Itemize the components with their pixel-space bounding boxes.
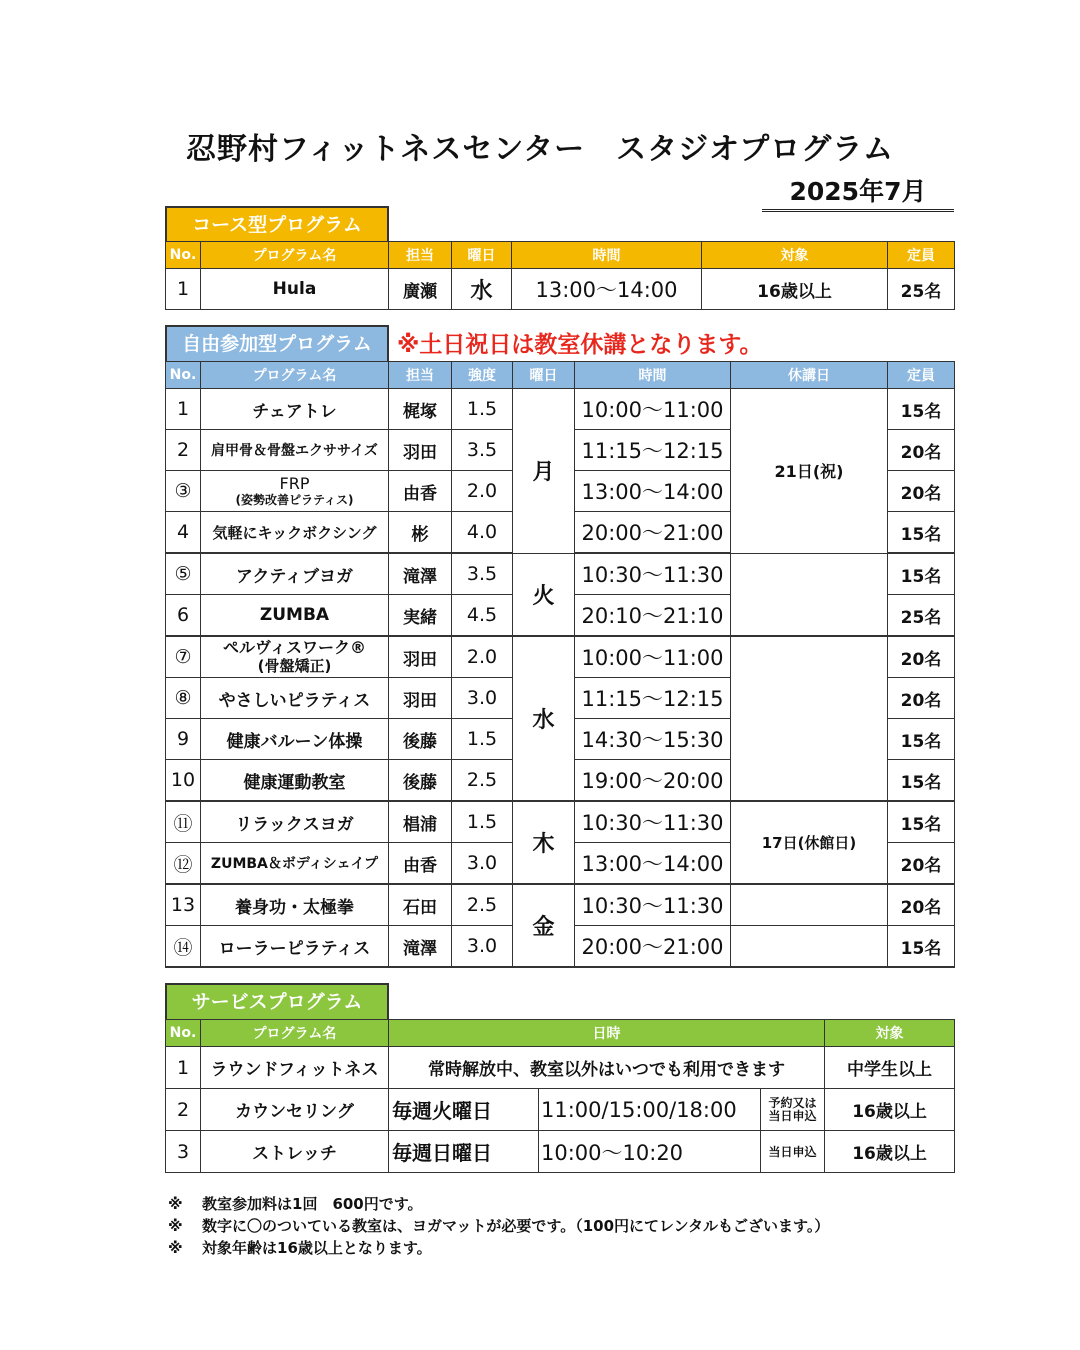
row-no: ⑪ xyxy=(166,801,201,843)
row-no: 10 xyxy=(166,760,201,802)
schedule-month: 2025年7月 xyxy=(762,172,954,212)
page-title: 忍野村フィットネスセンター スタジオプログラム xyxy=(186,132,894,167)
row-no: 6 xyxy=(166,595,201,637)
weekday-fri: 金 xyxy=(513,884,575,967)
closure-thu: 17日(休館日) xyxy=(731,801,888,884)
table-row xyxy=(166,1047,955,1089)
service-program-label: サービスプログラム xyxy=(165,983,389,1019)
table-row xyxy=(166,1131,955,1173)
staff: 由香 xyxy=(389,843,452,885)
header-target: 対象 xyxy=(702,242,888,269)
intensity: 4.5 xyxy=(452,595,513,637)
header-closure-day: 休講日 xyxy=(731,362,888,389)
closure-tue xyxy=(731,553,888,636)
program-name-sub: (姿勢改善ピラティス) xyxy=(235,493,354,507)
intensity: 3.5 xyxy=(452,553,513,595)
schedule: 常時解放中、教室以外はいつでも利用できます xyxy=(389,1047,825,1089)
time: 10:00～11:00 xyxy=(575,389,731,430)
program-name-main: ペルヴィスワーク® xyxy=(222,638,367,657)
time: 10:30～11:30 xyxy=(575,884,731,926)
row-no: 3 xyxy=(166,1131,201,1173)
program-name xyxy=(201,636,389,678)
program-name: ZUMBA＆ボディシェイプ xyxy=(201,843,389,885)
header-day: 曜日 xyxy=(513,362,575,389)
time: 13:00～14:00 xyxy=(575,843,731,885)
row-no: 9 xyxy=(166,719,201,760)
booking-method: 予約又は当日申込 xyxy=(761,1089,825,1131)
schedule-day: 毎週日曜日 xyxy=(389,1131,539,1173)
header-staff: 担当 xyxy=(389,362,452,389)
row-no: 1 xyxy=(166,389,201,430)
staff: 実緒 xyxy=(389,595,452,637)
table-row xyxy=(166,801,955,843)
intensity: 2.0 xyxy=(452,471,513,512)
capacity: 20名 xyxy=(888,678,955,719)
header-program-name: プログラム名 xyxy=(201,1020,389,1047)
program-name: やさしいピラティス xyxy=(201,678,389,719)
intensity: 4.0 xyxy=(452,512,513,554)
capacity: 20名 xyxy=(888,430,955,471)
staff: 羽田 xyxy=(389,430,452,471)
target: 16歳以上 xyxy=(702,269,888,310)
capacity: 25名 xyxy=(888,269,955,310)
time: 13:00～14:00 xyxy=(512,269,702,310)
service-header-row xyxy=(166,1020,955,1047)
note-item xyxy=(168,1237,829,1259)
header-intensity: 強度 xyxy=(452,362,513,389)
closure-wed xyxy=(731,636,888,801)
capacity: 25名 xyxy=(888,595,955,637)
target: 16歳以上 xyxy=(825,1089,955,1131)
table-row xyxy=(166,389,955,430)
closure-mon: 21日(祝) xyxy=(731,389,888,554)
program-name: ローラーピラティス xyxy=(201,926,389,968)
capacity: 20名 xyxy=(888,843,955,885)
weekday-mon: 月 xyxy=(513,389,575,554)
staff: 羽田 xyxy=(389,636,452,678)
capacity: 20名 xyxy=(888,636,955,678)
staff: 梶塚 xyxy=(389,389,452,430)
staff: 由香 xyxy=(389,471,452,512)
intensity: 1.5 xyxy=(452,801,513,843)
schedule-time: 11:00/15:00/18:00 xyxy=(539,1089,761,1131)
staff: 滝澤 xyxy=(389,553,452,595)
note-text: 数字に〇のついている教室は、ヨガマットが必要です。（100円にてレンタルもございます。） xyxy=(202,1217,830,1235)
program-name: カウンセリング xyxy=(201,1089,389,1131)
program-name: チェアトレ xyxy=(201,389,389,430)
capacity: 15名 xyxy=(888,512,955,554)
header-time: 時間 xyxy=(512,242,702,269)
intensity: 3.0 xyxy=(452,843,513,885)
course-program-label: コース型プログラム xyxy=(165,206,389,242)
time: 20:10～21:10 xyxy=(575,595,731,637)
row-no: ⑭ xyxy=(166,926,201,968)
staff: 滝澤 xyxy=(389,926,452,968)
holiday-notice: ※土日祝日は教室休講となります。 xyxy=(397,332,763,358)
staff: 椙浦 xyxy=(389,801,452,843)
course-program-table xyxy=(165,241,955,310)
header-program-name: プログラム名 xyxy=(201,242,389,269)
intensity: 3.5 xyxy=(452,430,513,471)
staff: 石田 xyxy=(389,884,452,926)
intensity: 2.0 xyxy=(452,636,513,678)
table-row xyxy=(166,636,955,678)
program-name: ストレッチ xyxy=(201,1131,389,1173)
header-no: No. xyxy=(166,1020,201,1047)
course-header-row xyxy=(166,242,955,269)
row-no: 2 xyxy=(166,430,201,471)
closure-fri-row2 xyxy=(731,926,888,968)
time: 19:00～20:00 xyxy=(575,760,731,802)
program-name: 養身功・太極拳 xyxy=(201,884,389,926)
time: 20:00～21:00 xyxy=(575,926,731,968)
capacity: 15名 xyxy=(888,926,955,968)
staff: 羽田 xyxy=(389,678,452,719)
program-name xyxy=(201,471,389,512)
capacity: 15名 xyxy=(888,553,955,595)
staff: 後藤 xyxy=(389,760,452,802)
table-row xyxy=(166,269,955,310)
footnotes xyxy=(168,1193,829,1259)
note-mark: ※ xyxy=(168,1239,183,1257)
intensity: 3.0 xyxy=(452,678,513,719)
intensity: 2.5 xyxy=(452,884,513,926)
service-program-table xyxy=(165,1019,955,1173)
row-no: ⑤ xyxy=(166,553,201,595)
note-mark: ※ xyxy=(168,1217,183,1235)
program-name: アクティブヨガ xyxy=(201,553,389,595)
intensity: 3.0 xyxy=(452,926,513,968)
time: 14:30～15:30 xyxy=(575,719,731,760)
intensity: 1.5 xyxy=(452,719,513,760)
note-text: 教室参加料は1回 600円です。 xyxy=(202,1195,423,1213)
program-name: リラックスヨガ xyxy=(201,801,389,843)
program-name-main: FRP xyxy=(279,474,310,493)
time: 10:00～11:00 xyxy=(575,636,731,678)
header-schedule: 日時 xyxy=(389,1020,825,1047)
time: 10:30～11:30 xyxy=(575,553,731,595)
staff: 後藤 xyxy=(389,719,452,760)
weekday-wed: 水 xyxy=(513,636,575,801)
intensity: 2.5 xyxy=(452,760,513,802)
header-program-name: プログラム名 xyxy=(201,362,389,389)
table-row xyxy=(166,884,955,926)
note-item xyxy=(168,1193,829,1215)
closure-fri-row1 xyxy=(731,884,888,926)
program-name: ラウンドフィットネス xyxy=(201,1047,389,1089)
program-name: ZUMBA xyxy=(201,595,389,637)
row-no: ⑦ xyxy=(166,636,201,678)
note-item xyxy=(168,1215,829,1237)
row-no: ⑫ xyxy=(166,843,201,885)
capacity: 15名 xyxy=(888,389,955,430)
free-program-label: 自由参加型プログラム xyxy=(165,325,389,361)
booking-method: 当日申込 xyxy=(761,1131,825,1173)
header-capacity: 定員 xyxy=(888,242,955,269)
time: 20:00～21:00 xyxy=(575,512,731,554)
row-no: 1 xyxy=(166,269,201,310)
note-mark: ※ xyxy=(168,1195,183,1213)
header-target: 対象 xyxy=(825,1020,955,1047)
table-row xyxy=(166,1089,955,1131)
intensity: 1.5 xyxy=(452,389,513,430)
row-no: 1 xyxy=(166,1047,201,1089)
row-no: 13 xyxy=(166,884,201,926)
header-staff: 担当 xyxy=(389,242,452,269)
capacity: 20名 xyxy=(888,471,955,512)
weekday-thu: 木 xyxy=(513,801,575,884)
schedule-time: 10:00～10:20 xyxy=(539,1131,761,1173)
note-text: 対象年齢は16歳以上となります。 xyxy=(202,1239,432,1257)
program-name: 健康運動教室 xyxy=(201,760,389,802)
target: 中学生以上 xyxy=(825,1047,955,1089)
row-no: 4 xyxy=(166,512,201,554)
free-program-table xyxy=(165,361,955,968)
capacity: 15名 xyxy=(888,801,955,843)
program-name: 健康バルーン体操 xyxy=(201,719,389,760)
staff: 彬 xyxy=(389,512,452,554)
capacity: 15名 xyxy=(888,719,955,760)
weekday-tue: 火 xyxy=(513,553,575,636)
header-day: 曜日 xyxy=(452,242,512,269)
time: 11:15～12:15 xyxy=(575,678,731,719)
time: 11:15～12:15 xyxy=(575,430,731,471)
program-name: 気軽にキックボクシング xyxy=(201,512,389,554)
time: 13:00～14:00 xyxy=(575,471,731,512)
header-no: No. xyxy=(166,362,201,389)
program-name: 肩甲骨＆骨盤エクササイズ xyxy=(201,430,389,471)
capacity: 20名 xyxy=(888,884,955,926)
program-name-sub: (骨盤矯正) xyxy=(257,657,332,675)
weekday: 水 xyxy=(452,269,512,310)
row-no: ⑧ xyxy=(166,678,201,719)
header-capacity: 定員 xyxy=(888,362,955,389)
header-time: 時間 xyxy=(575,362,731,389)
program-name: Hula xyxy=(201,269,389,310)
target: 16歳以上 xyxy=(825,1131,955,1173)
row-no: ③ xyxy=(166,471,201,512)
free-header-row xyxy=(166,362,955,389)
schedule-day: 毎週火曜日 xyxy=(389,1089,539,1131)
capacity: 15名 xyxy=(888,760,955,802)
time: 10:30～11:30 xyxy=(575,801,731,843)
staff: 廣瀬 xyxy=(389,269,452,310)
table-row xyxy=(166,553,955,595)
row-no: 2 xyxy=(166,1089,201,1131)
header-no: No. xyxy=(166,242,201,269)
